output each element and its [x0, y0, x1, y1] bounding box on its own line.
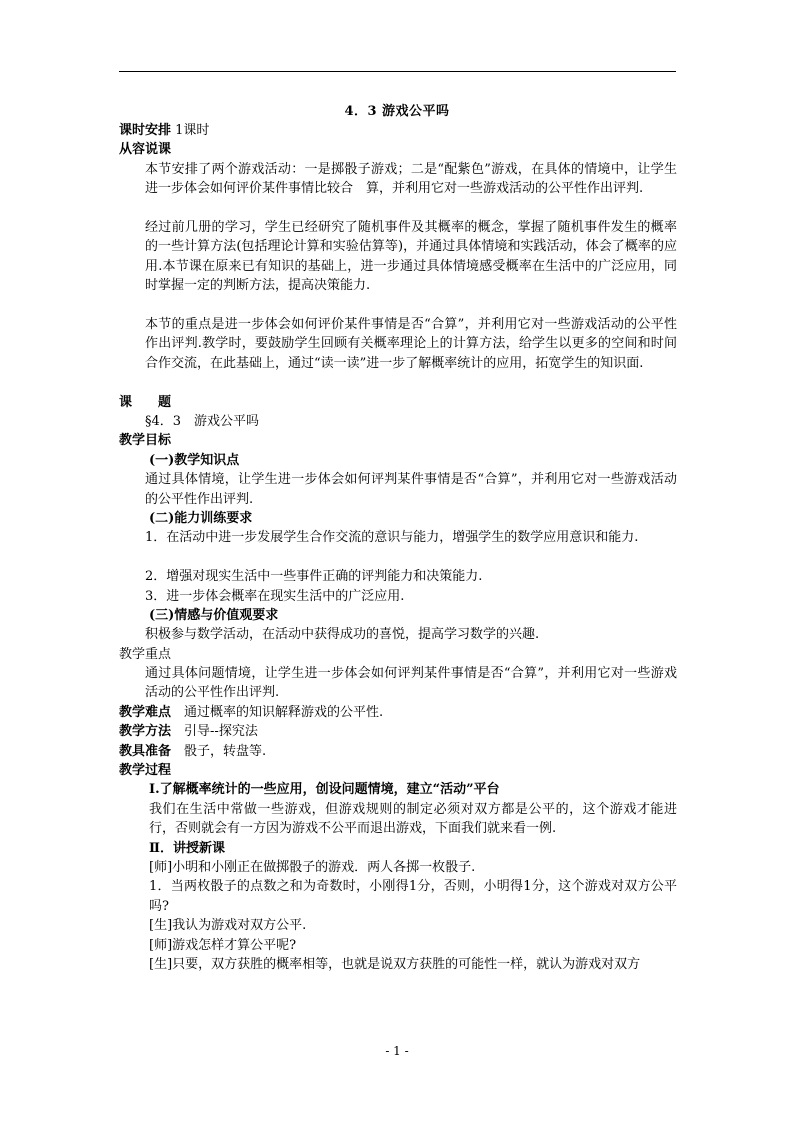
step1-heading: Ⅰ.了解概率统计的一些应用，创设问题情境，建立“活动”平台: [149, 782, 500, 798]
goal3-text: 积极参与数学活动，在活动中获得成功的喜悦，提高学习数学的兴趣.: [145, 627, 540, 643]
goal2-item-1: 1．在活动中进一步发展学生合作交流的意识与能力，增强学生的数学应用意识和能力.: [145, 530, 639, 546]
step2-heading: Ⅱ．讲授新课: [149, 840, 225, 856]
difficulty-label: 教学难点: [119, 704, 172, 720]
tools-line: [119, 742, 677, 761]
header-rule: [119, 71, 676, 72]
schedule-line: [119, 121, 677, 140]
goal2-item-2: 2．增强对现实生活中一些事件正确的评判能力和决策能力.: [145, 569, 483, 585]
tools-label: 教具准备: [119, 743, 172, 759]
dialog-line-2: 1．当两枚骰子的点数之和为奇数时，小刚得1分，否则，小明得1分，这个游戏对双方公平吗?: [149, 879, 677, 914]
intro-heading: 从容说课: [119, 142, 172, 158]
goal2-heading: (二)能力训练要求: [149, 510, 253, 526]
topic-label: 课 题: [119, 394, 172, 410]
difficulty-line: [119, 703, 677, 722]
intro-paragraph-3: 本节的重点是进一步体会如何评价某件事情是否“合算”，并利用它对一些游戏活动的公平性作出评判.教学时，要鼓励学生回顾有关概率理论上的计算方法，给学生以更多的空间和时间合作交流，在此基础上，通过“读一读”进一步了解概率统计的应用，拓宽学生的知识面.: [145, 316, 677, 371]
difficulty-value: 通过概率的知识解释游戏的公平性.: [184, 704, 384, 720]
method-line: [119, 722, 677, 741]
topic-value: §4．3 游戏公平吗: [145, 413, 260, 429]
schedule-value: 1课时: [175, 123, 210, 138]
page-number: - 1 -: [385, 1044, 409, 1058]
dialog-line-4: [师]游戏怎样才算公平呢?: [149, 937, 297, 953]
key-heading: 教学重点: [119, 646, 172, 662]
goal2-item-3: 3．进一步体会概率在现实生活中的广泛应用.: [145, 588, 405, 604]
document-body: [119, 121, 677, 974]
dialog-line-3: [生]我认为游戏对双方公平.: [149, 918, 307, 934]
intro-paragraph-1: 本节安排了两个游戏活动：一是掷骰子游戏；二是“配紫色”游戏，在具体的情境中，让学生进一步体会如何评价某件事情比较合 算，并利用它对一些游戏活动的公平性作出评判.: [145, 161, 677, 197]
goals-heading: 教学目标: [119, 433, 172, 449]
method-value: 引导--探究法: [184, 724, 258, 740]
step1-text: 我们在生活中常做一些游戏，但游戏规则的制定必须对双方都是公平的，这个游戏才能进行，否则就会有一方因为游戏不公平而退出游戏，下面我们就来看一例.: [149, 801, 677, 837]
tools-value: 骰子，转盘等.: [184, 743, 267, 759]
method-label: 教学方法: [119, 724, 172, 740]
dialog-line-5: [生]只要，双方获胜的概率相等，也就是说双方获胜的可能性一样，就认为游戏对双方: [149, 956, 641, 972]
goal1-heading: (一)教学知识点: [149, 452, 240, 468]
dialog-line-1: [师]小明和小刚正在做掷骰子的游戏．两人各掷一枚骰子.: [149, 860, 476, 875]
key-text: 通过具体问题情境，让学生进一步体会如何评判某件事情是否“合算”，并利用它对一些游戏活动的公平性作出评判.: [145, 666, 677, 701]
page-title: 4．3 游戏公平吗: [344, 104, 450, 119]
goal3-heading: (三)情感与价值观要求: [149, 607, 279, 623]
goal1-text: 通过具体情境，让学生进一步体会如何评判某件事情是否“合算”，并利用它对一些游戏活动的公平性作出评判.: [145, 472, 677, 507]
process-heading: 教学过程: [119, 763, 172, 779]
intro-paragraph-2: 经过前几册的学习，学生已经研究了随机事件及其概率的概念，掌握了随机事件发生的概率的一些计算方法(包括理论计算和实验估算等)，并通过具体情境和实践活动，体会了概率的应用.本节课在原来已有知识的基础上，进一步通过具体情境感受概率在生活中的广泛应用，同时掌握一定的判断方法，提高决策能力.: [145, 219, 677, 294]
schedule-label: 课时安排: [119, 123, 172, 138]
